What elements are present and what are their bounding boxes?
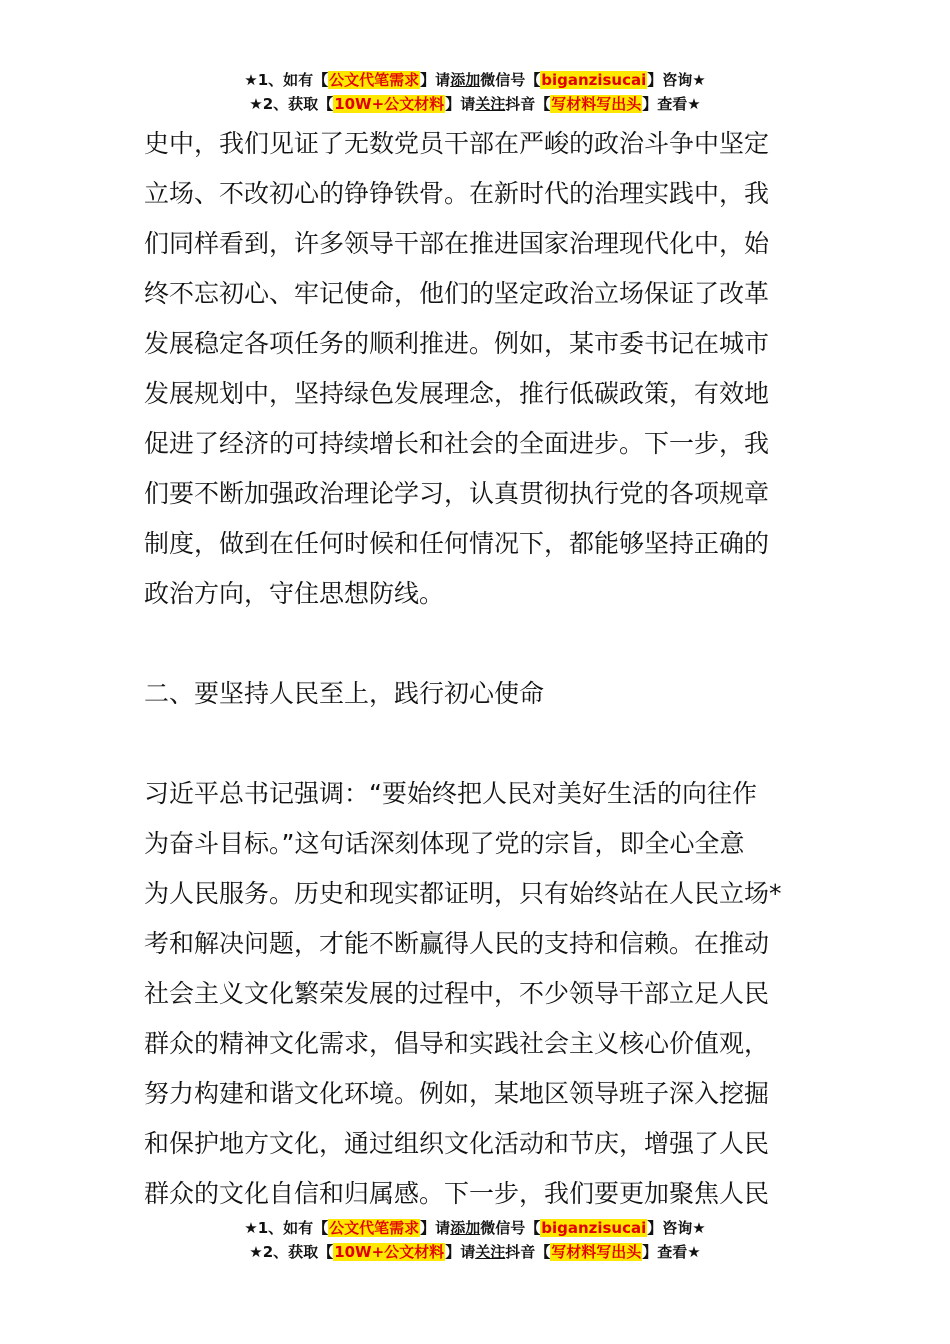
bottom-promo-banner bbox=[0, 1216, 950, 1264]
paragraph-line: 努力构建和谐文化环境。例如，某地区领导班子深入挖掘 bbox=[144, 1079, 770, 1108]
paragraph-line: 们同样看到，许多领导干部在推进国家治理现代化中，始 bbox=[144, 229, 770, 258]
promo-highlight: 公文代笔需求 bbox=[329, 1219, 420, 1237]
paragraph-line: 政治方向，守住思想防线。 bbox=[144, 579, 445, 608]
douyin-account: 写材料写出头 bbox=[551, 95, 642, 113]
promo-highlight: 10W+公文材料 bbox=[334, 1243, 445, 1261]
wechat-id: biganzisucai bbox=[541, 1219, 647, 1237]
paragraph-line: 和保护地方文化，通过组织文化活动和节庆，增强了人民 bbox=[144, 1129, 770, 1158]
top-promo-banner bbox=[0, 68, 950, 116]
paragraph-line: 社会主义文化繁荣发展的过程中，不少领导干部立足人民 bbox=[144, 979, 770, 1008]
paragraph-line: 们要不断加强政治理论学习，认真贯彻执行党的各项规章 bbox=[144, 479, 770, 508]
wechat-id: biganzisucai bbox=[541, 71, 647, 89]
paragraph-line: 发展稳定各项任务的顺利推进。例如，某市委书记在城市 bbox=[144, 329, 770, 358]
paragraph-line: 立场、不改初心的铮铮铁骨。在新时代的治理实践中，我 bbox=[144, 179, 770, 208]
paragraph-line: 群众的文化自信和归属感。下一步，我们要更加聚焦人民 bbox=[144, 1179, 770, 1208]
paragraph-line: 制度，做到在任何时候和任何情况下，都能够坚持正确的 bbox=[144, 529, 770, 558]
promo-line-1: ★1、如有【公文代笔需求】请添加微信号【biganzisucai】咨询★ bbox=[244, 71, 706, 89]
paragraph-line: 考和解决问题，才能不断赢得人民的支持和信赖。在推动 bbox=[144, 929, 770, 958]
douyin-account: 写材料写出头 bbox=[551, 1243, 642, 1261]
promo-line-2: ★2、获取【10W+公文材料】请关注抖音【写材料写出头】查看★ bbox=[249, 95, 701, 113]
paragraph-line: 为人民服务。历史和现实都证明，只有始终站在人民立场* bbox=[144, 879, 782, 908]
paragraph-line: 史中，我们见证了无数党员干部在严峻的政治斗争中坚定 bbox=[144, 129, 770, 158]
paragraph-line: 发展规划中，坚持绿色发展理念，推行低碳政策，有效地 bbox=[144, 379, 770, 408]
promo-highlight: 10W+公文材料 bbox=[334, 95, 445, 113]
paragraph-line: 促进了经济的可持续增长和社会的全面进步。下一步，我 bbox=[144, 429, 770, 458]
paragraph-line: 终不忘初心、牢记使命，他们的坚定政治立场保证了改革 bbox=[144, 279, 770, 308]
promo-highlight: 公文代笔需求 bbox=[329, 71, 420, 89]
section-heading: 二、要坚持人民至上，践行初心使命 bbox=[144, 679, 545, 708]
promo-line-2: ★2、获取【10W+公文材料】请关注抖音【写材料写出头】查看★ bbox=[249, 1243, 701, 1261]
paragraph-line: 群众的精神文化需求，倡导和实践社会主义核心价值观， bbox=[144, 1029, 770, 1058]
paragraph-line: 习近平总书记强调：“要始终把人民对美好生活的向往作 bbox=[144, 779, 757, 808]
paragraph-line: 为奋斗目标。”这句话深刻体现了党的宗旨，即全心全意 bbox=[144, 829, 745, 858]
document-body bbox=[144, 119, 812, 1219]
promo-line-1: ★1、如有【公文代笔需求】请添加微信号【biganzisucai】咨询★ bbox=[244, 1219, 706, 1237]
